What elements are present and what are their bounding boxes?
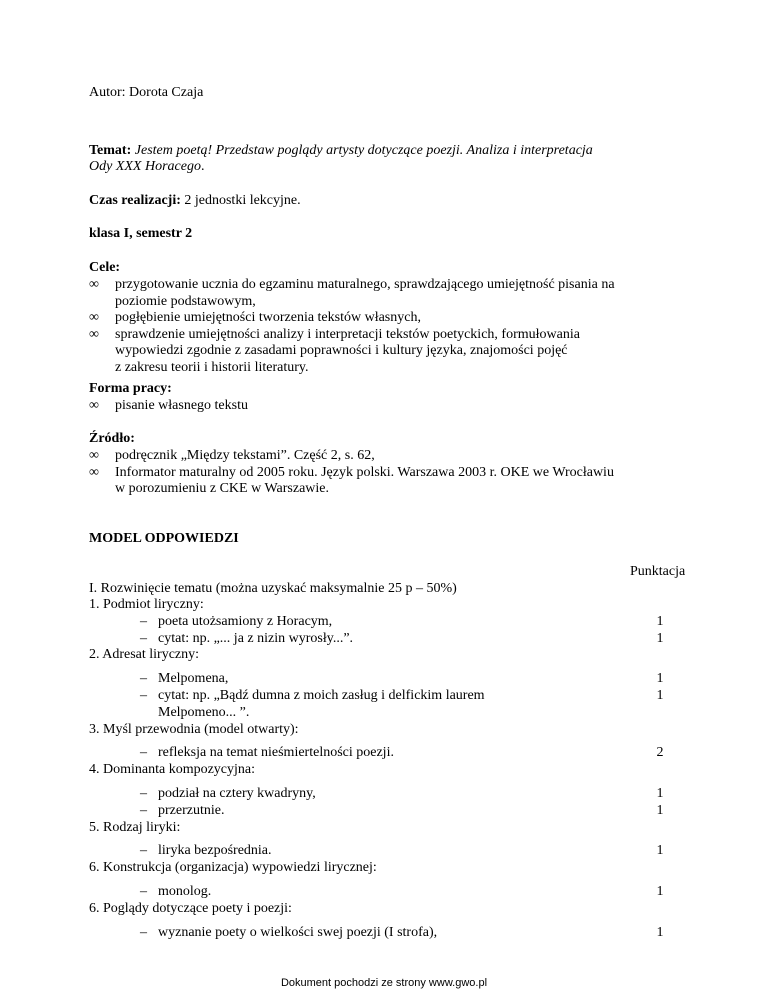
topic-line-2: Ody XXX Horacego bbox=[89, 159, 201, 174]
points-value: 1 bbox=[656, 688, 664, 703]
dash-marker: – bbox=[140, 630, 147, 646]
model-item-heading: 3. Myśl przewodnia (model otwarty): bbox=[89, 721, 299, 737]
points-value: 1 bbox=[656, 786, 664, 801]
model-item bbox=[140, 671, 228, 688]
model-item-heading: 1. Podmiot liryczny: bbox=[89, 597, 204, 612]
bullet-icon: ∞ bbox=[89, 277, 99, 292]
points-header: Punktacja bbox=[630, 564, 686, 579]
goals-heading: Cele: bbox=[89, 260, 121, 275]
model-item bbox=[140, 631, 353, 648]
model-item: Melpomeno... ”. bbox=[158, 704, 250, 720]
topic-block bbox=[89, 143, 593, 160]
bullet-icon: ∞ bbox=[89, 326, 99, 342]
dash-marker: – bbox=[140, 802, 147, 818]
model-item-text: liryka bezpośrednia. bbox=[158, 843, 272, 859]
model-item-text: poeta utożsamiony z Horacym, bbox=[158, 613, 333, 629]
topic-label: Temat: bbox=[89, 143, 132, 158]
points-value: 1 bbox=[656, 884, 664, 899]
bullet-icon: ∞ bbox=[89, 310, 99, 325]
dash-marker: – bbox=[140, 843, 147, 859]
points-value: 1 bbox=[656, 843, 664, 859]
bullet-icon: ∞ bbox=[89, 398, 99, 413]
model-item-text: przerzutnie. bbox=[158, 802, 225, 818]
source-item-line: podręcznik „Między tekstami”. Część 2, s. 62, bbox=[115, 448, 375, 463]
goal-item-line: z zakresu teorii i historii literatury. bbox=[115, 359, 309, 375]
author-line: Autor: Dorota Czaja bbox=[89, 85, 204, 100]
model-item bbox=[140, 884, 211, 901]
source-item-line: Informator maturalny od 2005 roku. Język polski. Warszawa 2003 r. OKE we Wrocławiu bbox=[115, 464, 614, 480]
goal-item-line: poziomie podstawowym, bbox=[115, 293, 256, 309]
dash-marker: – bbox=[140, 884, 147, 899]
model-item-heading: 2. Adresat liryczny: bbox=[89, 647, 200, 663]
model-item-text: podział na cztery kwadryny, bbox=[158, 786, 316, 801]
dash-marker: – bbox=[140, 688, 147, 703]
goal-item-line: pogłębienie umiejętności tworzenia tekstów własnych, bbox=[115, 310, 421, 325]
model-item-text: cytat: np. „... ja z nizin wyrosły...”. bbox=[158, 630, 354, 646]
model-item-text: monolog. bbox=[158, 884, 212, 899]
topic-line-2-end: . bbox=[200, 159, 205, 174]
model-section-title: I. Rozwinięcie tematu (można uzyskać maksymalnie 25 p – 50%) bbox=[89, 581, 457, 596]
dash-marker: – bbox=[140, 671, 147, 687]
model-item bbox=[140, 843, 272, 860]
model-item-text: wyznanie poety o wielkości swej poezji (I strofa), bbox=[158, 924, 438, 940]
model-item bbox=[140, 803, 224, 820]
model-item bbox=[140, 786, 316, 803]
model-item-text: cytat: np. „Bądź dumna z moich zasług i delfickim laurem bbox=[158, 688, 485, 703]
class-info: klasa I, semestr 2 bbox=[89, 226, 193, 241]
dash-marker: – bbox=[140, 786, 147, 801]
source-item-line: w porozumieniu z CKE w Warszawie. bbox=[115, 481, 329, 496]
work-form-heading: Forma pracy: bbox=[89, 381, 172, 396]
model-item-heading: 6. Poglądy dotyczące poety i poezji: bbox=[89, 900, 292, 916]
bullet-icon: ∞ bbox=[89, 464, 99, 480]
points-value: 1 bbox=[656, 630, 664, 646]
goal-item-line: sprawdzenie umiejętności analizy i interpretacji tekstów poetyckich, formułowania bbox=[115, 326, 580, 342]
topic-line-1: Jestem poetą! Przedstaw poglądy artysty dotyczące poezji. Analiza i interpretacja bbox=[134, 143, 593, 158]
model-item-text: refleksja na temat nieśmiertelności poezji. bbox=[158, 745, 394, 761]
model-item bbox=[140, 745, 394, 762]
page-footer: Dokument pochodzi ze strony www.gwo.pl bbox=[280, 977, 488, 989]
points-value: 1 bbox=[656, 924, 664, 940]
model-item bbox=[140, 688, 485, 705]
model-item-heading: 6. Konstrukcja (organizacja) wypowiedzi lirycznej: bbox=[89, 860, 377, 876]
goal-item-line: wypowiedzi zgodnie z zasadami poprawności i kultury języka, znajomości pojęć bbox=[115, 343, 568, 358]
dash-marker: – bbox=[140, 745, 147, 761]
model-item-heading: 4. Dominanta kompozycyjna: bbox=[89, 762, 256, 778]
bullet-icon: ∞ bbox=[89, 448, 99, 463]
duration-value: 2 jednostki lekcyjne. bbox=[184, 193, 301, 208]
dash-marker: – bbox=[140, 613, 147, 629]
model-item-heading: 5. Rodzaj liryki: bbox=[89, 819, 181, 835]
work-form-item-line: pisanie własnego tekstu bbox=[115, 398, 248, 413]
model-item bbox=[140, 925, 437, 942]
duration-label: Czas realizacji: bbox=[89, 193, 181, 208]
model-heading: MODEL ODPOWIEDZI bbox=[89, 531, 239, 546]
goal-item-line: przygotowanie ucznia do egzaminu maturalnego, sprawdzającego umiejętność pisania na bbox=[115, 277, 615, 292]
dash-marker: – bbox=[140, 924, 147, 940]
model-item bbox=[140, 614, 332, 631]
points-value: 2 bbox=[656, 745, 664, 761]
topic-block-line2 bbox=[89, 159, 204, 176]
duration-line bbox=[89, 193, 301, 210]
points-value: 1 bbox=[656, 802, 664, 818]
model-item-text: Melpomena, bbox=[158, 671, 229, 687]
sources-heading: Źródło: bbox=[89, 431, 135, 446]
points-value: 1 bbox=[656, 613, 664, 629]
points-value: 1 bbox=[656, 671, 664, 687]
